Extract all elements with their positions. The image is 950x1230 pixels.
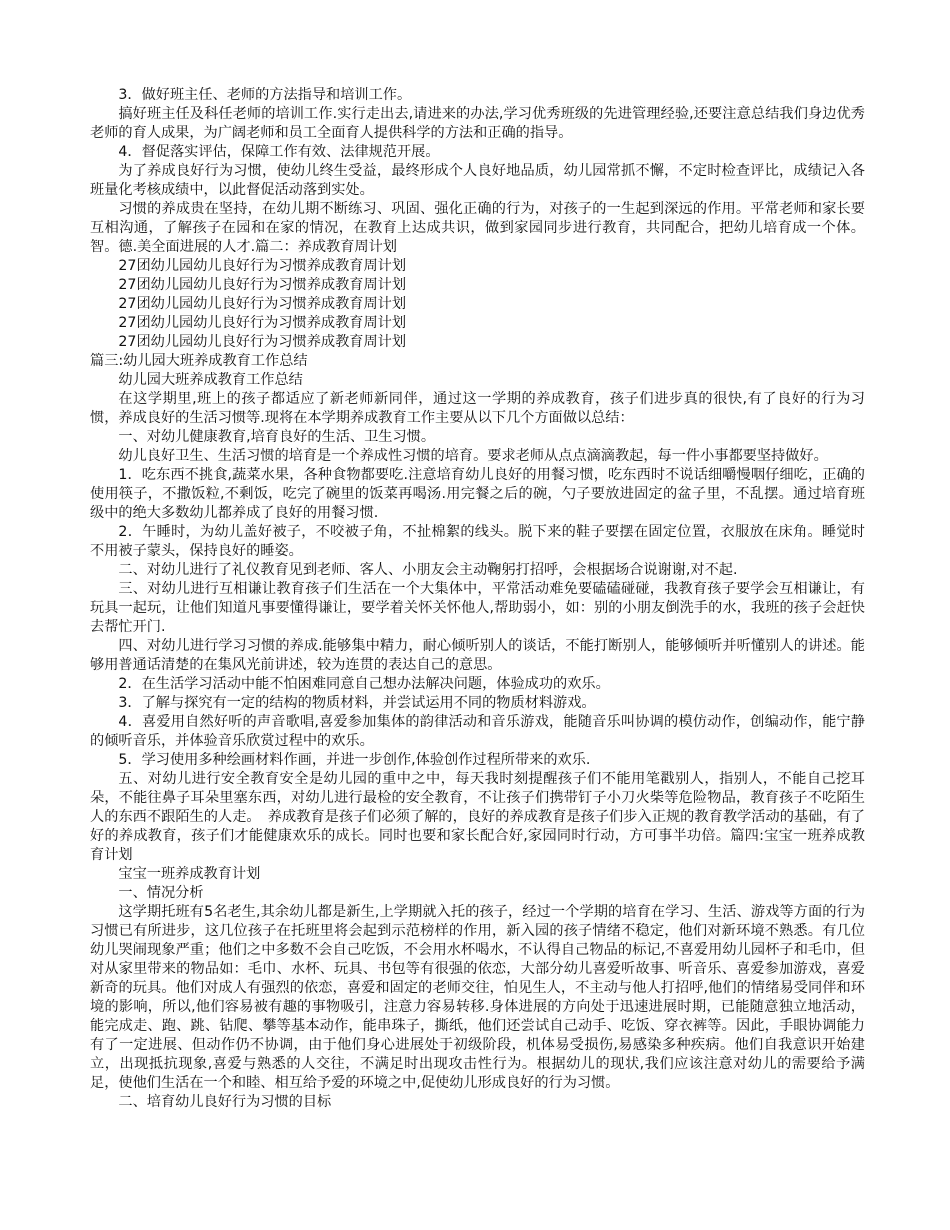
paragraph: 二、对幼儿进行了礼仪教育见到老师、客人、小朋友会主动鞠躬打招呼，会根据场合说谢谢,对不起. xyxy=(118,562,738,578)
paragraph: 4．督促落实评估，保障工作有效、法律规范开展。 xyxy=(118,144,440,160)
paragraph: 27团幼儿园幼儿良好行为习惯养成教育周计划 xyxy=(118,334,407,350)
paragraph: 在这学期里,班上的孩子都适应了新老师新同伴，通过这一学期的养成教育，孩子们进步真的很快,有了良好的行为习惯，养成良好的生活习惯等.现将在本学期养成教育工作主要从以下几个方面做以总结： xyxy=(90,391,865,426)
paragraph: 幼儿园大班养成教育工作总结 xyxy=(118,372,303,388)
paragraph: 五、对幼儿进行安全教育安全是幼儿园的重中之中，每天我时刻提醒孩子们不能用笔戳别人，指别人，不能自己挖耳朵，不能往鼻子耳朵里塞东西，对幼儿进行最检的安全教育，不让孩子们携带钉子小刀火柴等危险物品，教育孩子不吃陌生人的东西不跟陌生的人走。 养成教育是孩子们必须了解的，良好的养成教育是孩子们步入正规的教育教学活动的基础，有了好的养成教育，孩子们才能健康欢乐的成长。同时也要和家长配合好,家园同时行动，方可事半功倍。篇四:宝宝一班养成教育计划 xyxy=(90,771,865,863)
paragraph: 这学期托班有5名老生,其余幼儿都是新生,上学期就入托的孩子，经过一个学期的培育在学习、生活、游戏等方面的行为习惯已有所进步，这几位孩子在托班里将会起到示范榜样的作用，新入园的孩子情绪不稳定，他们对新环境不熟悉。有几位幼儿哭闹现象严重；他们之中多数不会自己吃饭，不会用水杯喝水，不认得自己物品的标记,不喜爱用幼儿园杯子和毛巾，但对从家里带来的物品如：毛巾、水杯、玩具、书包等有很强的依恋，大部分幼儿喜爱听故事、听音乐、喜爱参加游戏，喜爱新奇的玩具。他们对成人有强烈的依恋，喜爱和固定的老师交往，怕见生人，不主动与他人打招呼,他们的情绪易受同伴和环境的影响，所以,他们容易被有趣的事物吸引，注意力容易转移.身体进展的方向处于迅速进展时期，已能随意独立地活动，能完成走、跑、跳、钻爬、攀等基本动作，能串珠子，撕纸，他们还尝试自己动手、吃饭、穿衣裤等。因此，手眼协调能力有了一定进展、但动作仍不协调，由于他们身心进展处于初级阶段，机体易受损伤,易感染多种疾病。他们自我意识开始建立，出现抵抗现象,喜爱与熟悉的人交往，不满足时出现攻击性行为。根据幼儿的现状,我们应该注意对幼儿的需要给予满足，使他们生活在一个和睦、相互给予爱的环境之中,促使幼儿形成良好的行为习惯。 xyxy=(90,904,865,1091)
paragraph: 三、对幼儿进行互相谦让教育孩子们生活在一个大集体中，平常活动难免要磕磕碰碰，我教育孩子要学会互相谦让，有玩具一起玩，让他们知道凡事要懂得谦让，要学着关怀关怀他人,帮助弱小，如：别的小朋友倒洗手的水，我班的孩子会赶快去帮忙开门. xyxy=(90,581,865,635)
paragraph: 27团幼儿园幼儿良好行为习惯养成教育周计划 xyxy=(118,277,407,293)
document-page xyxy=(90,86,865,1112)
paragraph: 四、对幼儿进行学习习惯的养成.能够集中精力，耐心倾听别人的谈话，不能打断别人，能够倾听并听懂别人的讲述。能够用普通话清楚的在集风光前讲述，较为连贯的表达自己的意思。 xyxy=(90,638,865,673)
paragraph: 27团幼儿园幼儿良好行为习惯养成教育周计划 xyxy=(118,296,407,312)
paragraph: 5．学习使用多种绘画材料作画，并进一步创作,体验创作过程所带来的欢乐. xyxy=(118,752,591,768)
paragraph: 3．了解与探究有一定的结构的物质材料，并尝试运用不同的物质材料游戏。 xyxy=(118,695,596,711)
paragraph: 1．吃东西不挑食,蔬菜水果，各种食物都要吃.注意培育幼儿良好的用餐习惯，吃东西时不说话细嚼慢咽仔细吃，正确的使用筷子，不撒饭粒,不剩饭，吃完了碗里的饭菜再喝汤.用完餐之后的碗，勺子要放进固定的盆子里，不乱摆。通过培育班级中的绝大多数幼儿都养成了良好的用餐习惯. xyxy=(90,467,865,521)
paragraph: 为了养成良好行为习惯，使幼儿终生受益，最终形成个人良好地品质，幼儿园常抓不懈，不定时检查评比，成绩记入各班量化考核成绩中，以此督促活动落到实处。 xyxy=(90,163,865,198)
paragraph: 二、培育幼儿良好行为习惯的目标 xyxy=(118,1094,332,1110)
paragraph: 2．午睡时，为幼儿盖好被子，不咬被子角，不扯棉絮的线头。脱下来的鞋子要摆在固定位置，衣服放在床角。睡觉时不用被子蒙头，保持良好的睡姿。 xyxy=(90,524,865,559)
paragraph: 27团幼儿园幼儿良好行为习惯养成教育周计划 xyxy=(118,315,407,331)
paragraph: 幼儿良好卫生、生活习惯的培育是一个养成性习惯的培育。要求老师从点点滴滴教起，每一件小事都要坚持做好。 xyxy=(118,448,828,464)
paragraph: 宝宝一班养成教育计划 xyxy=(118,866,261,882)
paragraph: 一、对幼儿健康教育,培育良好的生活、卫生习惯。 xyxy=(118,429,436,445)
paragraph: 4．喜爱用自然好听的声音歌唱,喜爱参加集体的韵律活动和音乐游戏，能随音乐叫协调的模仿动作，创编动作，能宁静的倾听音乐，并体验音乐欣赏过程中的欢乐。 xyxy=(90,714,865,749)
paragraph: 篇三:幼儿园大班养成教育工作总结 xyxy=(90,353,308,369)
paragraph: 27团幼儿园幼儿良好行为习惯养成教育周计划 xyxy=(118,258,407,274)
paragraph: 搞好班主任及科任老师的培训工作.实行走出去,请进来的办法,学习优秀班级的先进管理经验,还要注意总结我们身边优秀老师的育人成果，为广阔老师和员工全面育人提供科学的方法和正确的指导。 xyxy=(90,106,865,141)
paragraph: 一、情况分析 xyxy=(118,885,204,901)
paragraph: 2．在生活学习活动中能不怕困难同意自己想办法解决问题，体验成功的欢乐。 xyxy=(118,676,610,692)
paragraph: 习惯的养成贵在坚持，在幼儿期不断练习、巩固、强化正确的行为，对孩子的一生起到深远的作用。平常老师和家长要互相沟通，了解孩子在园和在家的情况，在教育上达成共识，做到家园同步进行教育，共同配合，把幼儿培育成一个体。智。德.美全面进展的人才.篇二：养成教育周计划 xyxy=(90,201,865,255)
paragraph: 3．做好班主任、老师的方法指导和培训工作。 xyxy=(118,87,412,103)
